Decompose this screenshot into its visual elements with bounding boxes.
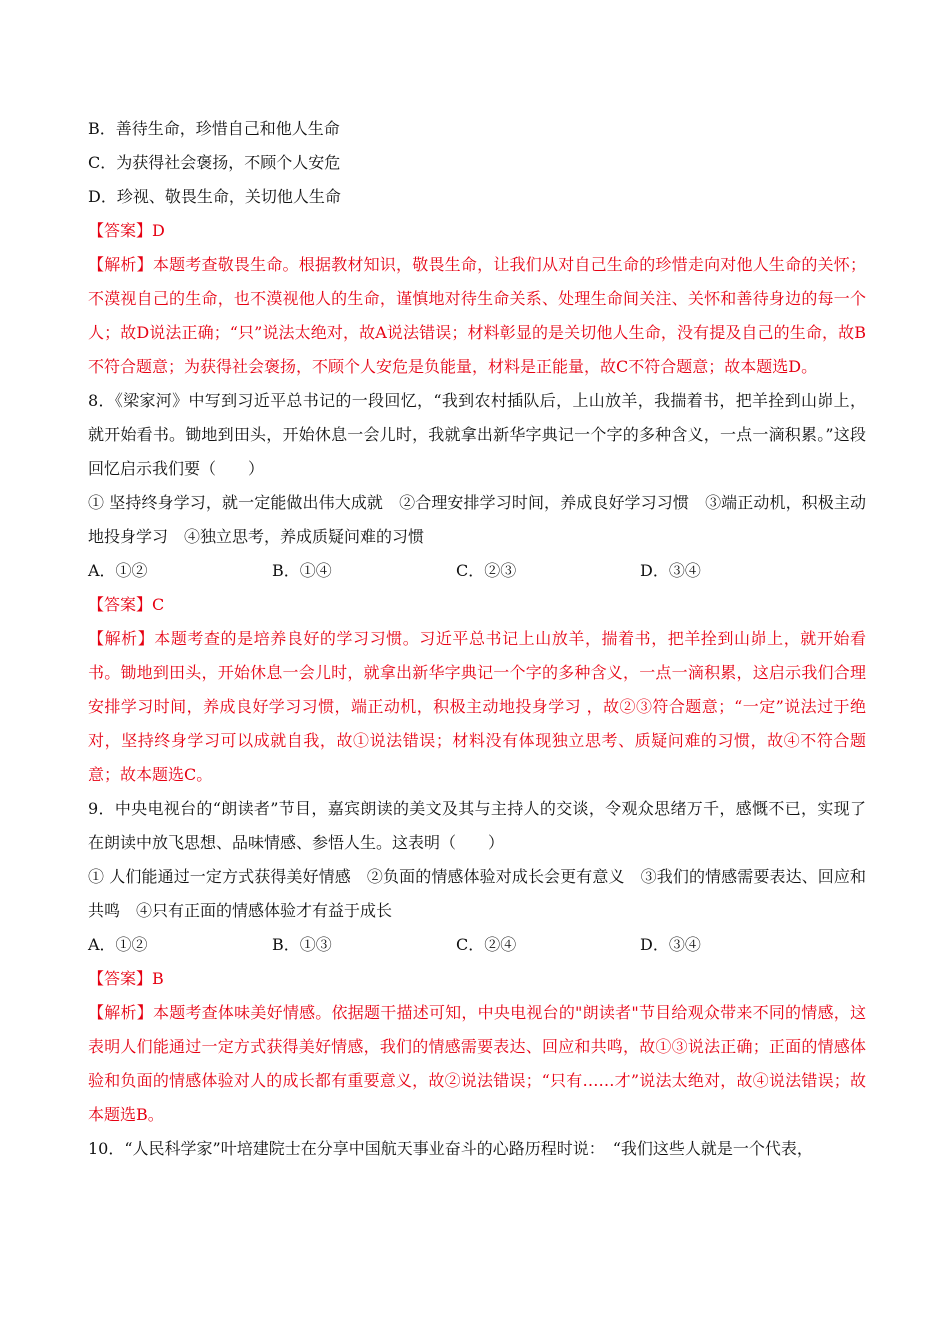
q9-option-c: C．②④	[456, 935, 517, 954]
analysis-text: 本题考查敬畏生命。根据教材知识，敬畏生命，让我们从对自己生命的珍惜走向对他人生命的关怀；不漠视自己的生命，也不漠视他人的生命，谨慎地对待生命关系、处理生命间关注、关怀和善待身边的每一个人；故D说法正确；“只”说法太绝对，故A说法错误；材料彰显的是关切他人生命，没有提及自己的生命，故B不符合题意；为获得社会褒扬，不顾个人安危是负能量，材料是正能量，故C不符合题意；故本题选D。	[88, 255, 866, 376]
q8-option-c: C．②③	[456, 561, 517, 580]
analysis-label: 【解析】	[88, 1003, 153, 1022]
analysis-text: 本题考查的是培养良好的学习习惯。习近平总书记上山放羊，揣着书，把羊拴到山峁上，就开始看书。锄地到田头，开始休息一会儿时，就拿出新华字典记一个字的多种含义，一点一滴积累，这启示我们合理安排学习时间，养成良好学习习惯，端正动机，积极主动地投身学习 ，故②③符合题意；“一定”说法过于绝对，坚持终身学习可以成就自我，故①说法错误；材料没有体现独立思考、质疑问难的习惯，故④不符合题意；故本题选C。	[88, 629, 866, 784]
q9-stem: 9．中央电视台的“朗读者”节目，嘉宾朗读的美文及其与主持人的交谈，令观众思绪万千，感慨不已，实现了在朗读中放飞思想、品味情感、参悟人生。这表明（ ）	[88, 799, 866, 852]
q9-analysis	[88, 996, 866, 1132]
answer-label: 【答案】	[88, 595, 153, 614]
analysis-text: 本题考查体味美好情感。依据题干描述可知，中央电视台的"朗读者"节目给观众带来不同的情感，这表明人们能通过一定方式获得美好情感，我们的情感需要表达、回应和共鸣，故①③说法正确；正面的情感体验和负面的情感体验对人的成长都有重要意义，故②说法错误；“只有……才”说法太绝对，故④说法错误；故本题选B。	[88, 1003, 866, 1124]
answer-value: D	[152, 221, 165, 240]
q7-analysis	[88, 248, 866, 384]
q8-statements: ① 坚持终身学习，就一定能做出伟大成就 ②合理安排学习时间，养成良好学习习惯 ③端正动机，积极主动地投身学习 ④独立思考，养成质疑问难的习惯	[88, 493, 866, 546]
q10-stem: 10．“人民科学家”叶培建院士在分享中国航天事业奋斗的心路历程时说： “我们这些人就是一个代表，	[88, 1139, 813, 1158]
answer-label: 【答案】	[88, 221, 153, 240]
q8-options	[88, 554, 866, 588]
q9-statements: ① 人们能通过一定方式获得美好情感 ②负面的情感体验对成长会更有意义 ③我们的情感需要表达、回应和共鸣 ④只有正面的情感体验才有益于成长	[88, 867, 866, 920]
q9-options	[88, 928, 866, 962]
document-page	[88, 112, 866, 1166]
analysis-label: 【解析】	[88, 255, 153, 274]
answer-value: C	[152, 595, 165, 614]
q8-option-b: B．①④	[272, 561, 332, 580]
q9-answer	[88, 962, 866, 996]
q9-option-a: A．①②	[88, 935, 148, 954]
q9-option-b: B．①③	[272, 935, 332, 954]
q8-stem: 8．《梁家河》中写到习近平总书记的一段回忆，“我到农村插队后，上山放羊，我揣着书，把羊拴到山峁上，就开始看书。锄地到田头，开始休息一会儿时，我就拿出新华字典记一个字的多种含义，一点一滴积累。”这段回忆启示我们要（ ）	[88, 391, 866, 478]
analysis-label: 【解析】	[88, 629, 155, 648]
q7-answer	[88, 214, 866, 248]
q7-option-b: B．善待生命，珍惜自己和他人生命	[88, 119, 340, 138]
q8-answer	[88, 588, 866, 622]
q7-option-c: C．为获得社会褒扬，不顾个人安危	[88, 153, 341, 172]
q9-option-d: D．③④	[640, 935, 701, 954]
q7-option-d: D．珍视、敬畏生命，关切他人生命	[88, 187, 341, 206]
q8-option-d: D．③④	[640, 561, 701, 580]
answer-label: 【答案】	[88, 969, 153, 988]
answer-value: B	[152, 969, 164, 988]
q8-analysis	[88, 622, 866, 792]
q8-option-a: A．①②	[88, 561, 148, 580]
